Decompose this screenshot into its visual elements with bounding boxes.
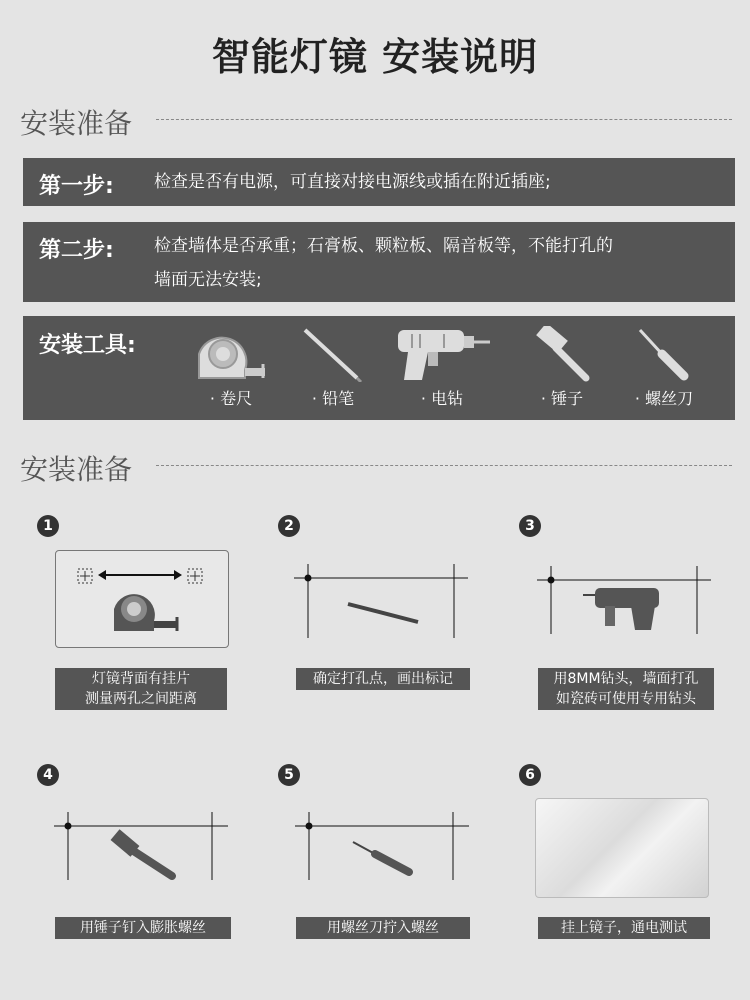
step-3-caption	[538, 668, 714, 710]
step-3-caption-line1: 用8MM钻头，墙面打孔	[553, 671, 699, 687]
step-2-caption-line1: 确定打孔点，画出标记	[313, 671, 453, 687]
tools-label: 安装工具:	[39, 333, 136, 358]
tool-pencil	[278, 326, 388, 409]
step-two-label: 第二步:	[39, 238, 114, 263]
tool-screwdriver	[609, 326, 719, 409]
drill-hole-icon	[533, 562, 713, 642]
pencil-icon	[295, 326, 371, 382]
screw-in-icon	[291, 808, 471, 884]
step-one-bar	[23, 158, 735, 206]
step-number-3: 3	[519, 515, 541, 537]
hammer-icon	[524, 326, 600, 382]
tape-measure-icon	[193, 326, 269, 382]
step-6-caption	[538, 917, 710, 939]
step-number-6: 6	[519, 764, 541, 786]
tool-label-screwdriver: · 螺丝刀	[634, 389, 694, 408]
step-number-2: 2	[278, 515, 300, 537]
tool-label-tape-measure: · 卷尺	[209, 389, 253, 408]
dashed-divider	[156, 119, 732, 120]
step-two-text-line2: 墙面无法安装;	[154, 270, 262, 290]
tool-tape-measure	[176, 326, 286, 409]
section-heading-preparation-2: 安装准备	[20, 453, 133, 486]
mark-points-icon	[290, 560, 470, 640]
measure-distance-icon	[56, 551, 228, 647]
drill-icon	[392, 326, 492, 382]
step-1-illustration	[55, 550, 229, 648]
step-3-caption-line2: 如瓷砖可使用专用钻头	[556, 691, 696, 707]
section-heading-preparation: 安装准备	[20, 107, 133, 140]
step-6-caption-line1: 挂上镜子，通电测试	[561, 920, 687, 936]
step-number-5: 5	[278, 764, 300, 786]
step-4-caption-line1: 用锤子钉入膨胀螺丝	[80, 920, 206, 936]
dashed-divider-2	[156, 465, 732, 466]
tools-bar	[23, 316, 735, 420]
step-1-caption-line1: 灯镜背面有挂片	[92, 671, 190, 687]
mirror-icon	[535, 798, 709, 898]
step-one-text: 检查是否有电源，可直接对接电源线或插在附近插座;	[154, 172, 551, 192]
step-1-caption-line2: 测量两孔之间距离	[85, 691, 197, 707]
step-5-caption	[296, 917, 470, 939]
step-5-caption-line1: 用螺丝刀拧入螺丝	[327, 920, 439, 936]
step-number-4: 4	[37, 764, 59, 786]
step-4-caption	[55, 917, 231, 939]
screwdriver-icon	[626, 326, 702, 382]
step-number-1: 1	[37, 515, 59, 537]
step-two-bar	[23, 222, 735, 302]
tool-label-pencil: · 铅笔	[311, 389, 355, 408]
tool-drill	[387, 326, 497, 409]
step-two-text-line1: 检查墙体是否承重；石膏板、颗粒板、隔音板等，不能打孔的	[154, 236, 613, 256]
step-1-caption	[55, 668, 227, 710]
step-2-caption	[296, 668, 470, 690]
tool-label-hammer: · 锤子	[540, 389, 584, 408]
tool-label-drill: · 电钻	[420, 389, 464, 408]
hammer-anchor-icon	[50, 808, 230, 884]
page-title: 智能灯镜 安装说明	[211, 35, 539, 79]
tool-hammer	[507, 326, 617, 409]
step-one-label: 第一步:	[39, 174, 114, 199]
